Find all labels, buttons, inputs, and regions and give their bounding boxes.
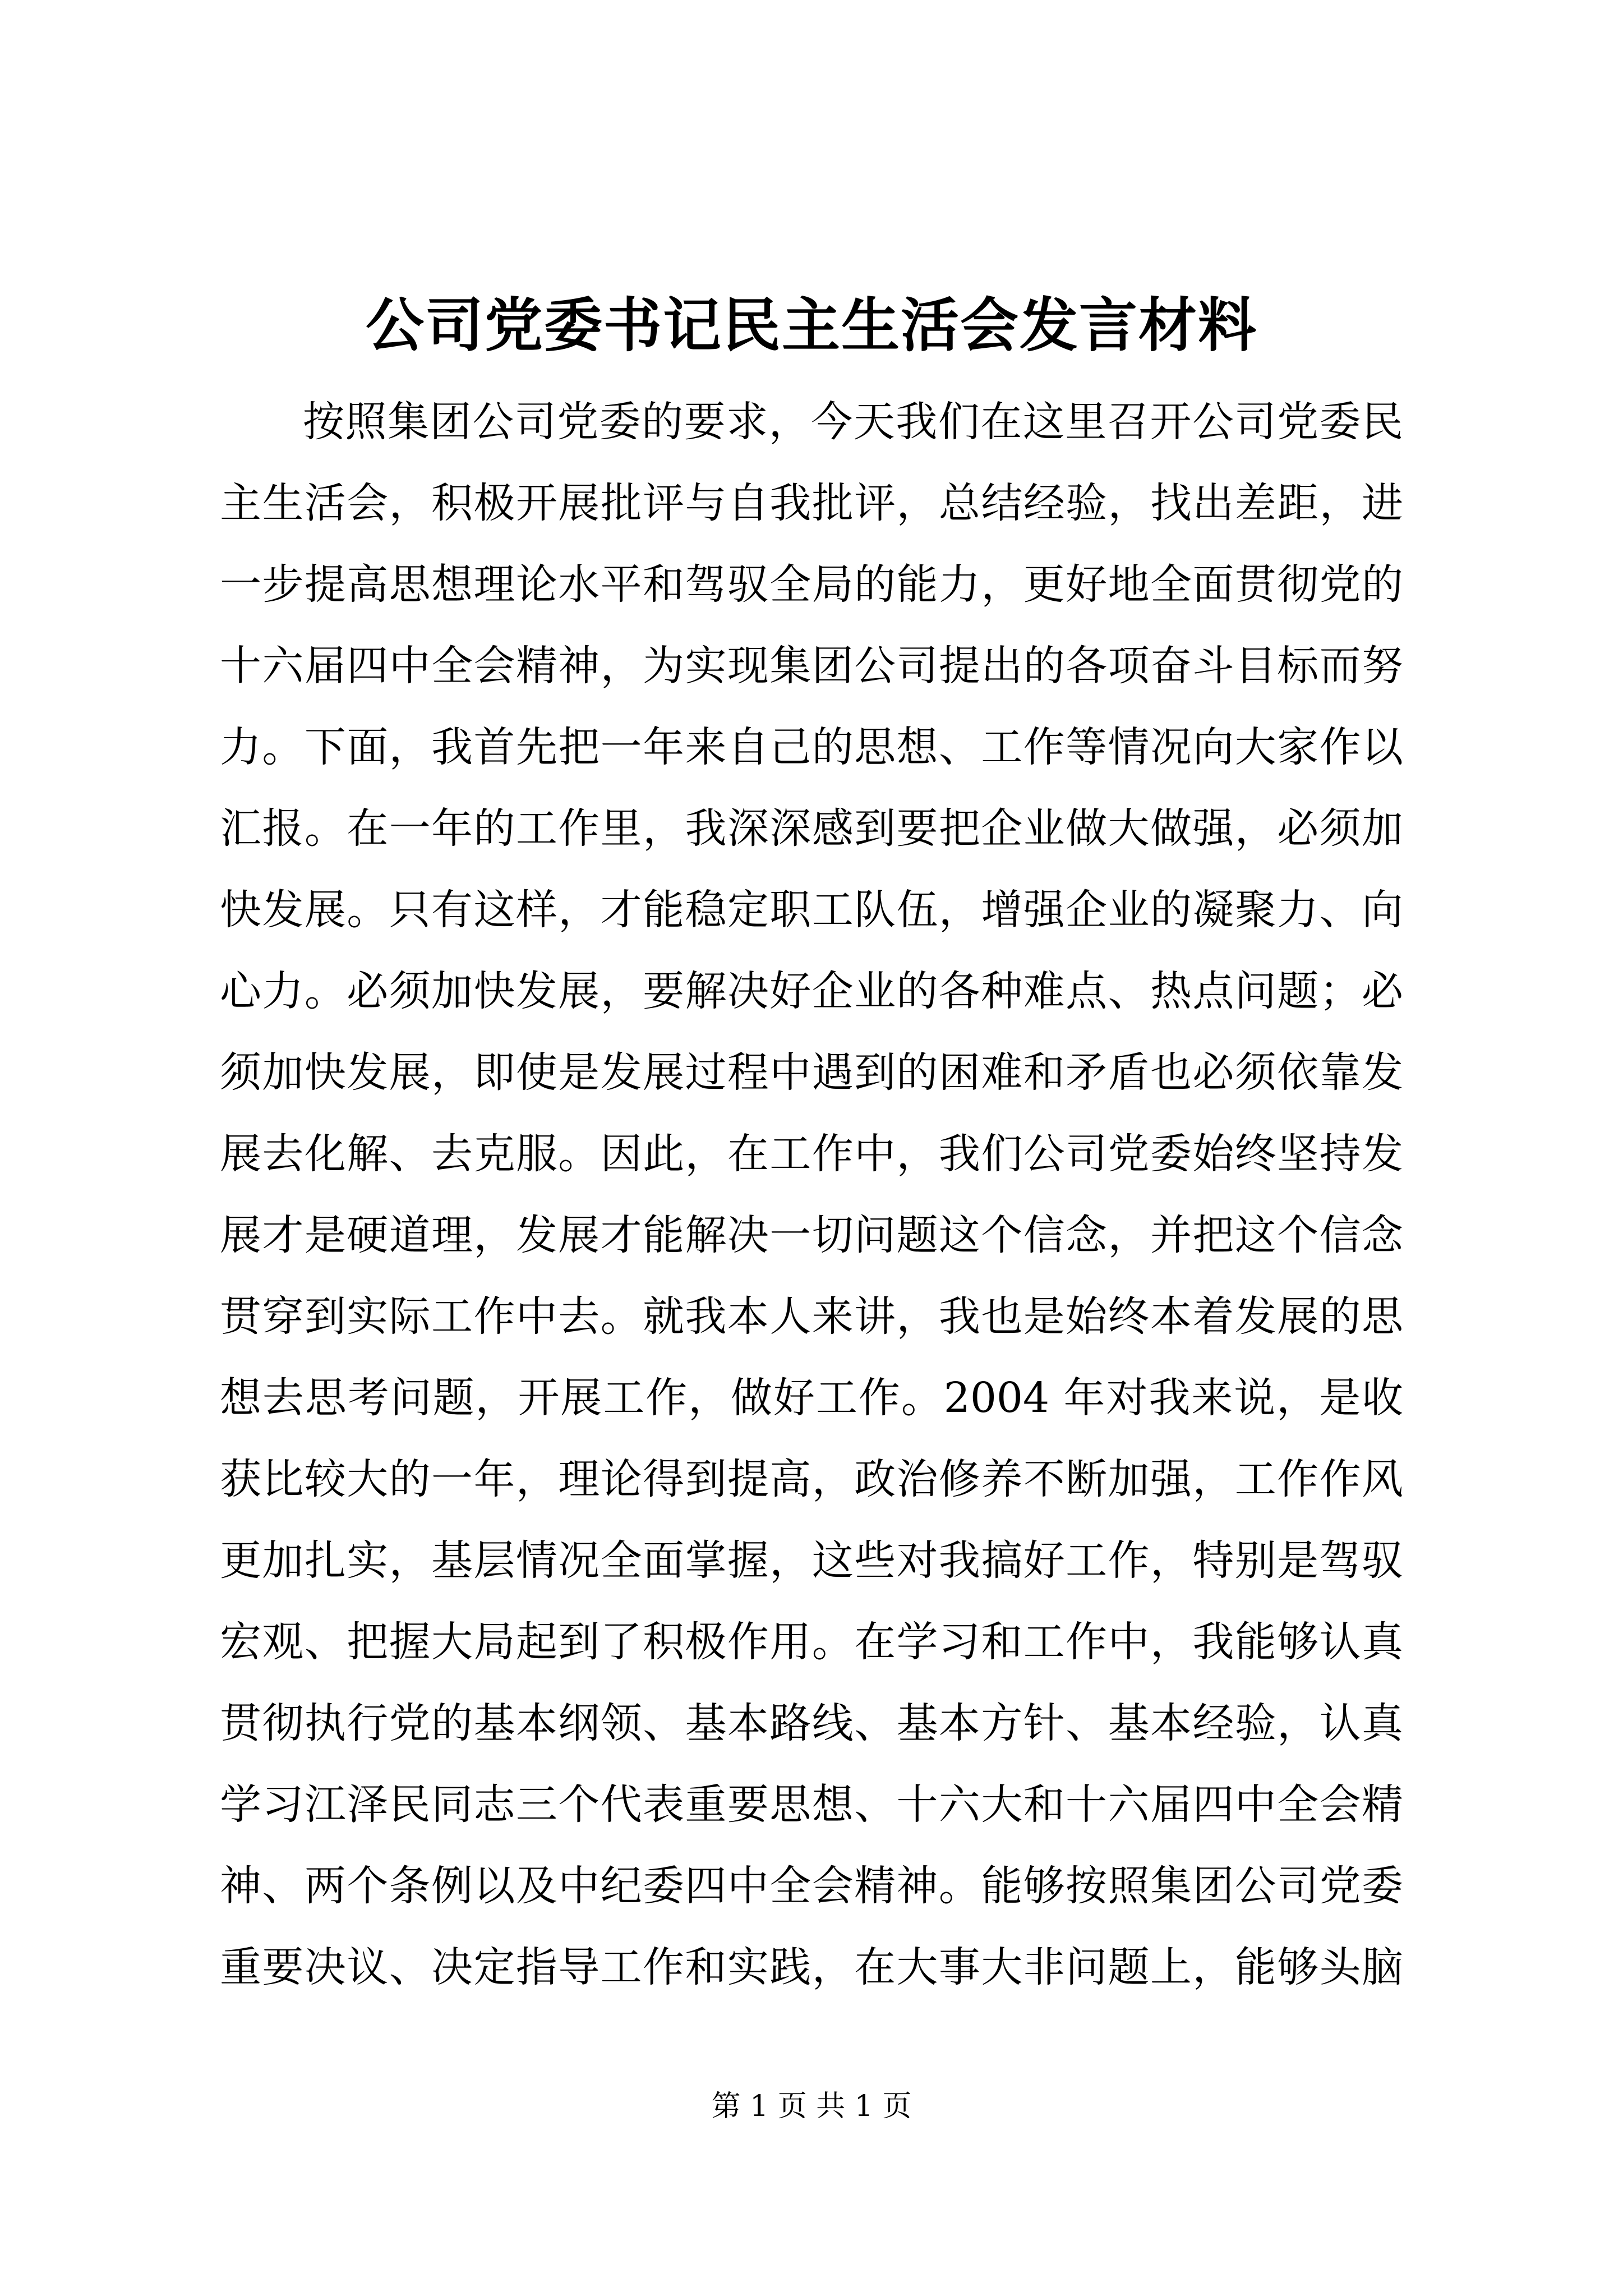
paragraph-line: 心力。必须加快发展，要解决好企业的各种难点、热点问题；必	[220, 967, 1403, 1015]
paragraph-line: 主生活会，积极开展批评与自我批评，总结经验，找出差距，进	[220, 479, 1403, 527]
paragraph-line: 一步提高思想理论水平和驾驭全局的能力，更好地全面贯彻党的	[220, 560, 1403, 609]
paragraph-line: 须加快发展，即使是发展过程中遇到的困难和矛盾也必须依靠发	[220, 1048, 1403, 1097]
paragraph-line: 获比较大的一年，理论得到提高，政治修养不断加强，工作作风	[220, 1455, 1403, 1503]
document-title: 公司党委书记民主生活会发言材料	[365, 291, 1257, 360]
paragraph-line: 贯穿到实际工作中去。就我本人来讲，我也是始终本着发展的思	[220, 1292, 1403, 1341]
paragraph-line: 想去思考问题，开展工作，做好工作。2004 年对我来说，是收	[220, 1374, 1403, 1422]
paragraph-line: 展才是硬道理，发展才能解决一切问题这个信念，并把这个信念	[220, 1211, 1403, 1259]
paragraph-line: 力。下面，我首先把一年来自己的思想、工作等情况向大家作以	[220, 723, 1403, 771]
paragraph-line: 神、两个条例以及中纪委四中全会精神。能够按照集团公司党委	[220, 1862, 1403, 1910]
paragraph-line: 展去化解、去克服。因此，在工作中，我们公司党委始终坚持发	[220, 1130, 1403, 1178]
document-body	[220, 381, 1403, 2008]
paragraph-line: 汇报。在一年的工作里，我深深感到要把企业做大做强，必须加	[220, 804, 1403, 853]
paragraph-line: 重要决议、决定指导工作和实践，在大事大非问题上，能够头脑	[220, 1943, 1403, 1991]
paragraph-line: 更加扎实，基层情况全面掌握，这些对我搞好工作，特别是驾驭	[220, 1536, 1403, 1585]
paragraph-line: 按照集团公司党委的要求，今天我们在这里召开公司党委民	[303, 398, 1403, 446]
paragraph-line: 学习江泽民同志三个代表重要思想、十六大和十六届四中全会精	[220, 1780, 1403, 1829]
paragraph-line: 十六届四中全会精神，为实现集团公司提出的各项奋斗目标而努	[220, 642, 1403, 690]
paragraph-line: 贯彻执行党的基本纲领、基本路线、基本方针、基本经验，认真	[220, 1699, 1403, 1747]
paragraph-line: 快发展。只有这样，才能稳定职工队伍，增强企业的凝聚力、向	[220, 886, 1403, 934]
page-footer: 第 1 页 共 1 页	[711, 2090, 912, 2123]
paragraph-line: 宏观、把握大局起到了积极作用。在学习和工作中，我能够认真	[220, 1618, 1403, 1666]
